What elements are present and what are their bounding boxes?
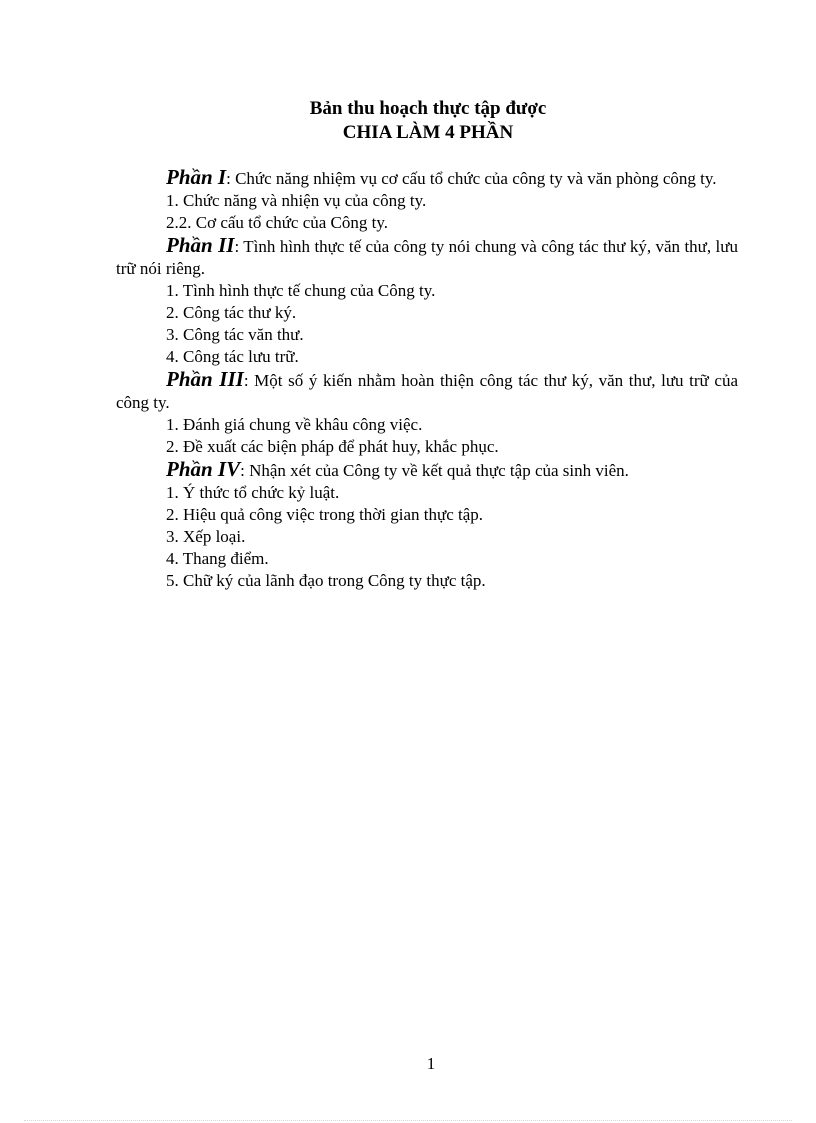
section-1-paragraph <box>116 166 738 190</box>
list-item: 3. Xếp loại. <box>166 527 246 546</box>
list-item: 1. Chức năng và nhiện vụ của công ty. <box>166 191 427 210</box>
list-item: 3. Công tác văn thư. <box>166 325 304 344</box>
page-bottom-rule <box>24 1120 792 1121</box>
section-2-text: : Tình hình thực tế của công ty nói chung và công tác thư ký, văn thư, lưu trữ nói riêng. <box>116 237 738 278</box>
section-1-heading: Phần I <box>166 165 227 189</box>
list-item: 1. Đánh giá chung về khâu công việc. <box>166 415 423 434</box>
page-number: 1 <box>426 1054 436 1073</box>
list-item: 1. Ý thức tổ chức kỷ luật. <box>166 483 340 502</box>
section-2-heading: Phần II <box>166 233 235 257</box>
document-subtitle: CHIA LÀM 4 PHẦN <box>342 122 514 143</box>
list-item: 1. Tình hình thực tế chung của Công ty. <box>166 281 436 300</box>
section-4-paragraph <box>116 458 738 482</box>
list-item: 5. Chữ ký của lãnh đạo trong Công ty thực tập. <box>166 571 486 590</box>
section-2-paragraph <box>116 234 738 280</box>
section-3-text: : Một số ý kiến nhằm hoàn thiện công tác thư ký, văn thư, lưu trữ của công ty. <box>116 371 738 412</box>
list-item: 2. Công tác thư ký. <box>166 303 297 322</box>
section-4-heading: Phần IV <box>166 457 241 481</box>
list-item: 2. Hiệu quả công việc trong thời gian thực tập. <box>166 505 484 524</box>
list-item: 2. Đề xuất các biện pháp để phát huy, khắc phục. <box>166 437 499 456</box>
section-3-heading: Phần III <box>166 367 244 391</box>
list-item: 2.2. Cơ cấu tổ chức của Công ty. <box>166 213 388 232</box>
list-item: 4. Thang điểm. <box>166 549 269 568</box>
list-item: 4. Công tác lưu trữ. <box>166 347 299 366</box>
section-1-text: : Chức năng nhiệm vụ cơ cấu tổ chức của công ty và văn phòng công ty. <box>226 169 717 188</box>
document-title: Bản thu hoạch thực tập được <box>309 98 547 119</box>
section-3-paragraph <box>116 368 738 414</box>
section-4-text: : Nhận xét của Công ty về kết quả thực tập của sinh viên. <box>240 461 629 480</box>
document-body <box>116 166 738 592</box>
